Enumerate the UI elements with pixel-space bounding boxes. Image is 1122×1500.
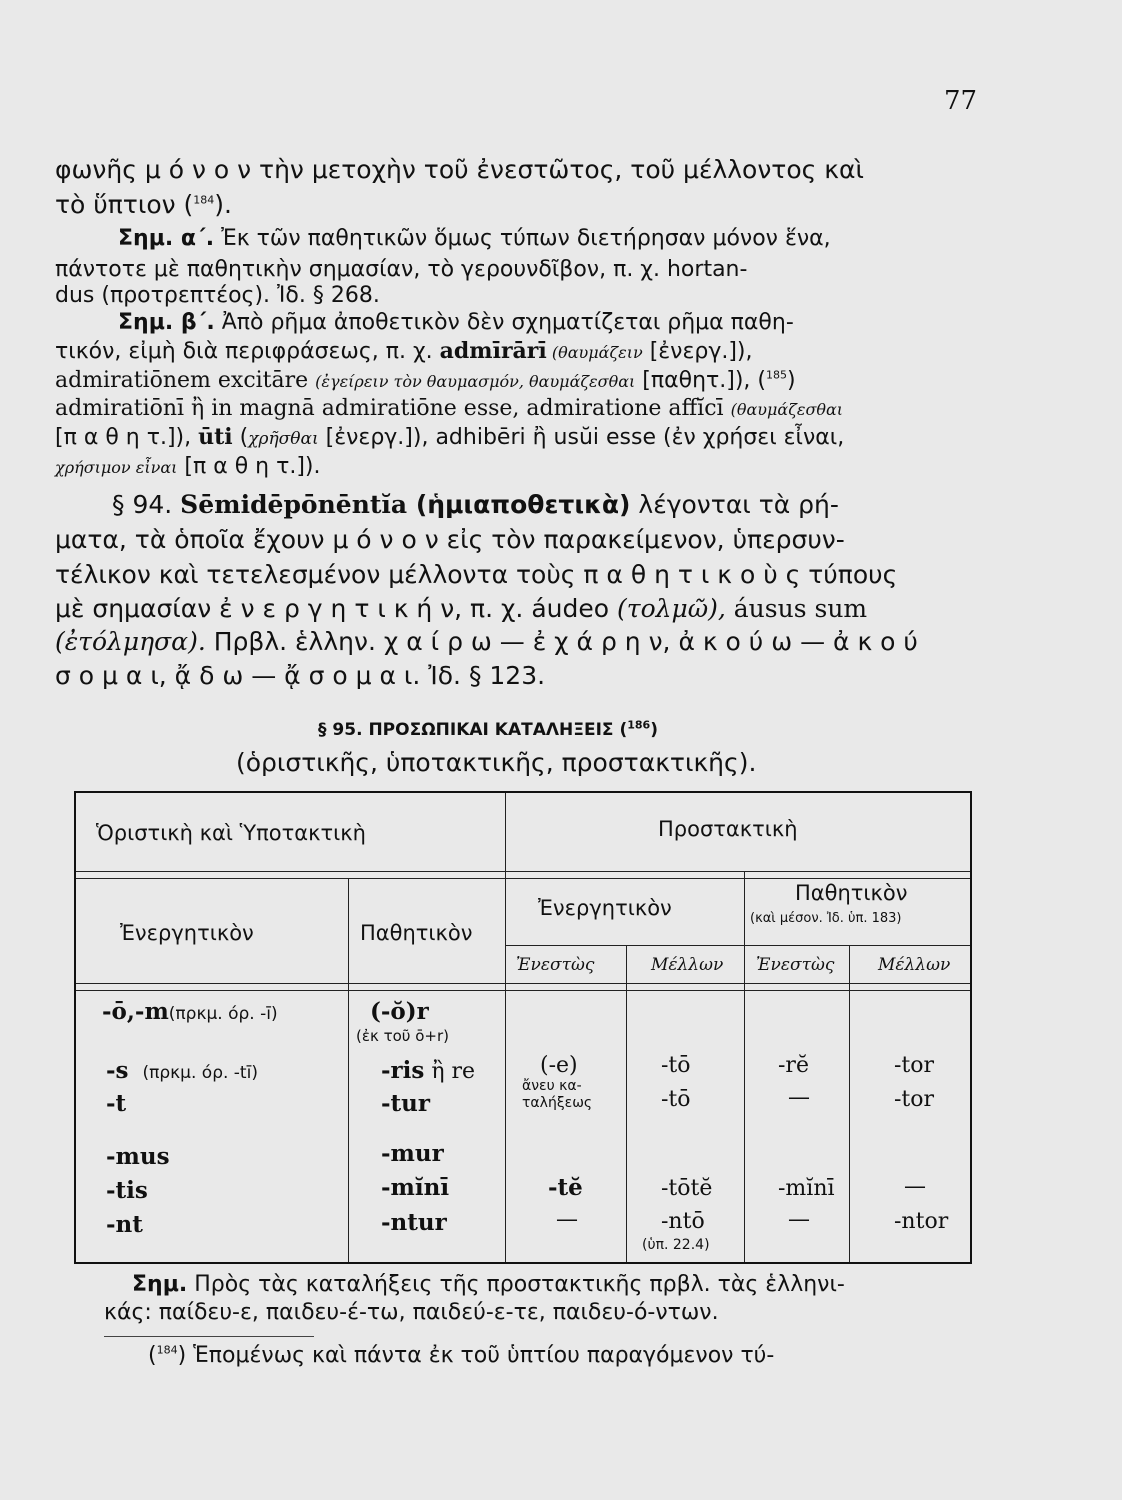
rule-h-3 bbox=[76, 983, 970, 984]
r4-active: -mus bbox=[106, 1143, 170, 1170]
r2-passive: -ris ἢ re bbox=[381, 1057, 476, 1084]
r2-imp-active-present-note-2: ταλήξεως bbox=[522, 1095, 593, 1111]
section-94-line-4: μὲ σημασίαν ἐ ν ε ρ γ η τ ι κ ή ν, π. χ. áudeo (τολμῶ), áusus sum bbox=[55, 594, 868, 623]
rule-v-fut1 bbox=[626, 945, 627, 1262]
r2-imp-active-future: -tō bbox=[661, 1053, 691, 1078]
header-indicative-subjunctive: Ὁριστικὴ καὶ Ὑποτακτικὴ bbox=[96, 821, 366, 845]
after-table-note-line-2: κάς: παίδευ-ε, παιδευ-έ-τω, παιδεύ-ε-τε, παιδευ-ό-ντων. bbox=[104, 1300, 719, 1325]
rule-v-main bbox=[505, 793, 506, 1262]
r3-imp-passive-future: -tor bbox=[894, 1087, 935, 1112]
r3-imp-active-future: -tō bbox=[661, 1087, 691, 1112]
r5-imp-passive-present: -mĭnī bbox=[778, 1176, 835, 1201]
section-94-line-1: § 94. Sēmidēpōnēntĭa (ἡμιαποθετικὰ) λέγονται τὰ ρή- bbox=[112, 490, 839, 519]
r3-passive: -tur bbox=[381, 1090, 431, 1117]
note-beta-line-5: [π α θ η τ.]), ūti (χρῆσθαι [ἐνεργ.]), adhibēri ἢ usŭi esse (ἐν χρήσει εἶναι, bbox=[55, 424, 845, 450]
rule-h-2 bbox=[506, 945, 970, 946]
rule-h-1b bbox=[76, 878, 970, 879]
note-beta-line-3: admiratiōnem excitāre (ἐγείρειν τὸν θαυμασμόν, θαυμάζεσθαι [παθητ.]), ($^{185}$) bbox=[55, 368, 796, 393]
body-line-2: τὸ ὕπτιον ($^{184}$). bbox=[55, 190, 232, 219]
r2-imp-passive-present: -rĕ bbox=[778, 1053, 809, 1078]
r2-imp-active-present: (-e) bbox=[540, 1053, 578, 1078]
after-table-note-line-1: Σημ. Πρὸς τὰς καταλήξεις τῆς προστακτικῆς πρβλ. τὰς ἑλληνι- bbox=[132, 1272, 845, 1297]
r6-imp-active-present: — bbox=[556, 1207, 578, 1232]
r6-active: -nt bbox=[106, 1211, 143, 1238]
r1-passive-note: (ἐκ τοῦ ō+r) bbox=[356, 1027, 449, 1045]
section-95-heading: § 95. ΠΡΟΣΩΠΙΚΑΙ ΚΑΤΑΛΗΞΕΙΣ ($^{186}$) bbox=[318, 718, 658, 740]
note-beta-line-6: χρήσιμον εἶναι [π α θ η τ.]). bbox=[55, 454, 321, 479]
header-imperative-passive-note: (καὶ μέσον. Ἰδ. ὑπ. 183) bbox=[750, 911, 902, 926]
header-imperative-active: Ἐνεργητικὸν bbox=[538, 896, 672, 920]
r3-active: -t bbox=[106, 1090, 127, 1117]
footnote-rule bbox=[104, 1336, 314, 1337]
header-imperative-passive: Παθητικὸν bbox=[795, 881, 908, 905]
footnote-184: ($^{184}$) Ἑπομένως καὶ πάντα ἐκ τοῦ ὑπτίου παραγόμενον τύ- bbox=[148, 1343, 775, 1368]
page-number: 77 bbox=[944, 86, 978, 116]
section-94-line-5: (ἐτόλμησα). Πρβλ. ἑλλην. χ α ί ρ ω — ἐ χ ά ρ η ν, ἀ κ ο ύ ω — ἀ κ ο ύ bbox=[55, 627, 918, 656]
header-passive: Παθητικὸν bbox=[360, 921, 473, 945]
header-active: Ἐνεργητικὸν bbox=[120, 921, 254, 945]
r3-imp-passive-present: — bbox=[788, 1085, 810, 1110]
note-alpha-line-2: πάντοτε μὲ παθητικὴν σημασίαν, τὸ γερουνδῖβον, π. χ. hortan- bbox=[55, 257, 748, 282]
note-alpha-line-3: dus (προτρεπτέος). Ἰδ. § 268. bbox=[55, 283, 380, 308]
r4-passive: -mur bbox=[381, 1140, 444, 1167]
note-beta-line-4: admiratiōnī ἢ in magnā admiratiōne esse, admiratione affĭcī (θαυμάζεσθαι bbox=[55, 396, 844, 421]
body-line-1: φωνῆς μ ό ν ο ν τὴν μετοχὴν τοῦ ἐνεστῶτος, τοῦ μέλλοντος καὶ bbox=[55, 155, 864, 184]
rule-v-pass bbox=[348, 878, 349, 1262]
r5-imp-passive-future: — bbox=[904, 1174, 926, 1199]
header-imperative: Προστακτικὴ bbox=[658, 817, 798, 841]
r2-imp-passive-future: -tor bbox=[894, 1053, 935, 1078]
note-alpha-line-1: Σημ. α΄. Ἐκ τῶν παθητικῶν ὅμως τύπων διετήρησαν μόνον ἕνα, bbox=[118, 226, 831, 251]
subheader-present-2: Ἐνεστὼς bbox=[756, 955, 835, 975]
r2-active: -s (πρκμ. όρ. -tī) bbox=[106, 1057, 258, 1084]
subheader-future-1: Μέλλων bbox=[651, 955, 724, 975]
rule-v-fut2 bbox=[849, 945, 850, 1262]
r5-imp-active-present: -tĕ bbox=[548, 1174, 583, 1201]
r6-imp-passive-future: -ntor bbox=[894, 1209, 949, 1234]
rule-h-1 bbox=[76, 871, 970, 872]
r5-passive: -mĭnī bbox=[381, 1174, 450, 1201]
r6-imp-active-future-note: (ὑπ. 22.4) bbox=[642, 1237, 710, 1253]
r1-passive: (-ŏ)r bbox=[370, 998, 429, 1025]
section-94-line-2: ματα, τὰ ὁποῖα ἔχουν μ ό ν ο ν εἰς τὸν παρακείμενον, ὑπερσυν- bbox=[55, 525, 845, 554]
section-94-line-6: σ ο μ α ι, ᾄ δ ω — ᾄ σ ο μ α ι. Ἰδ. § 123. bbox=[55, 661, 546, 690]
r5-active: -tis bbox=[106, 1177, 148, 1204]
note-beta-line-2: τικόν, εἰμὴ διὰ περιφράσεως, π. χ. admīrārī (θαυμάζειν [ἐνεργ.]), bbox=[55, 338, 753, 364]
rule-v-imp-pass bbox=[744, 871, 745, 1262]
r6-imp-active-future: -ntō bbox=[661, 1209, 705, 1234]
subheader-present-1: Ἐνεστὼς bbox=[516, 955, 595, 975]
r2-imp-active-present-note-1: ἄνευ κα- bbox=[522, 1078, 582, 1094]
r6-imp-passive-present: — bbox=[788, 1207, 810, 1232]
rule-h-3b bbox=[76, 990, 970, 991]
r1-active: -ō,-m(πρκμ. όρ. -ī) bbox=[102, 998, 278, 1025]
note-beta-line-1: Σημ. β΄. Ἀπὸ ρῆμα ἀποθετικὸν δὲν σχηματίζεται ρῆμα παθη- bbox=[118, 310, 794, 335]
r5-imp-active-future: -tōtĕ bbox=[661, 1176, 713, 1201]
r6-passive: -ntur bbox=[381, 1209, 447, 1236]
endings-table bbox=[74, 791, 972, 1264]
subheader-future-2: Μέλλων bbox=[878, 955, 951, 975]
section-95-subheading: (ὁριστικῆς, ὑποτακτικῆς, προστακτικῆς). bbox=[236, 748, 757, 777]
section-94-line-3: τέλικον καὶ τετελεσμένον μέλλοντα τοὺς π α θ η τ ι κ ο ὺ ς τύπους bbox=[55, 560, 898, 589]
